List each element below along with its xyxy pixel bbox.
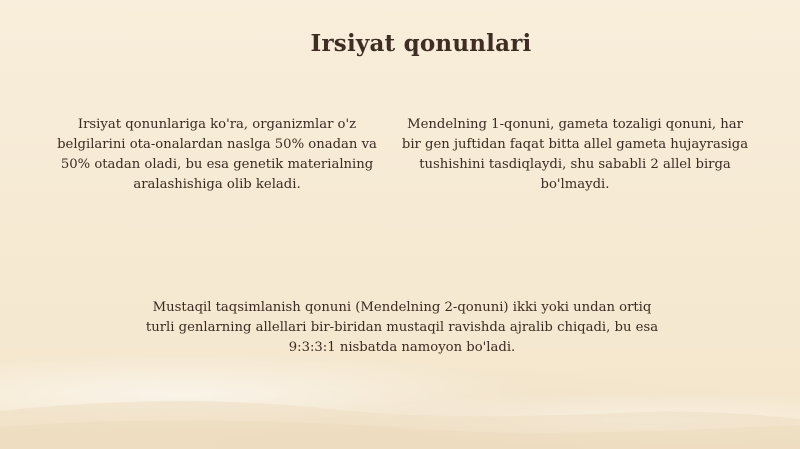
text-block-heredity: Irsiyat qonunlariga ko'ra, organizmlar o'z belgilarini ota-onalardan naslga 50% onadan va 50% otadan oladi, bu esa genetik materialning aralashishiga olib keladi.	[57, 117, 377, 192]
text-block-mendel-first-law: Mendelning 1-qonuni, gameta tozaligi qonuni, har bir gen juftidan faqat bitta allel gameta hujayrasiga tushishini tasdiqlaydi, shu sababli 2 allel birga bo'lmaydi.	[401, 117, 749, 192]
slide-title: Irsiyat qonunlari	[310, 30, 532, 57]
text-block-independent-assortment: Mustaqil taqsimlanish qonuni (Mendelning 2-qonuni) ikki yoki undan ortiq turli genlarning allellari bir-biridan mustaqil ravishda ajralib chiqadi, bu esa 9:3:3:1 nisbatda namoyon bo'ladi.	[145, 300, 659, 355]
decorative-wave-background	[0, 369, 800, 449]
